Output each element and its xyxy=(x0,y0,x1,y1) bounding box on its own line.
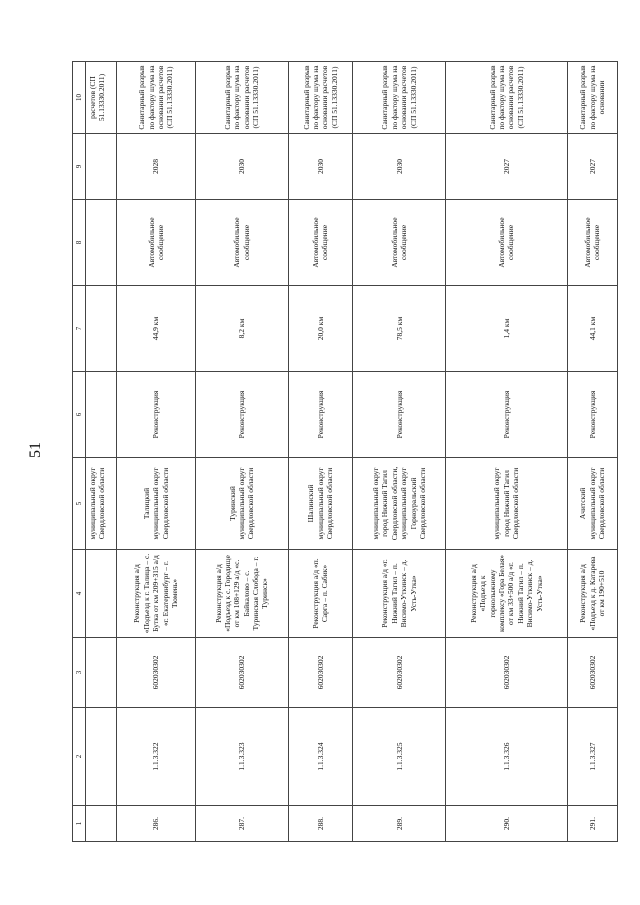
column-number: 4 xyxy=(73,550,86,638)
row-number-cell: 286. xyxy=(117,806,196,842)
table-row xyxy=(353,62,446,842)
row-number-cell: 288. xyxy=(288,806,353,842)
zone-cell: расчетов (СП 51.13330.2011) xyxy=(86,62,117,134)
column-number-row xyxy=(73,62,86,842)
object-cell: Реконструкция а/д «Подъезд к г. Талица – с. Бутка от км 209+315 а/д «г. Екатеринбург – г. Тюмень» xyxy=(117,550,196,638)
oktmo-cell: 602030302 xyxy=(117,638,196,708)
zone-cell: Санитарный разрыв по фактору шума на основании расчетов (СП 51.13330.2011) xyxy=(353,62,446,134)
type-cell: Реконструкция xyxy=(288,372,353,458)
code-cell: 1.1.3.326 xyxy=(446,708,567,806)
row-number-cell: 287. xyxy=(195,806,288,842)
code-cell: 1.1.3.327 xyxy=(567,708,617,806)
object-cell: Реконструкция а/д «г. Нижний Тагил – п. Висимо-Уткинск – д. Усть-Утка» xyxy=(353,550,446,638)
table-row xyxy=(288,62,353,842)
row-number-cell: 289. xyxy=(353,806,446,842)
year-cell: 2028 xyxy=(117,134,196,200)
length-cell: 78,5 км xyxy=(353,286,446,372)
municipality-cell: муниципальный округ город Нижний Тагил Свердловской области xyxy=(446,458,567,550)
municipality-cell: Шалинский муниципальный округ Свердловской области xyxy=(288,458,353,550)
oktmo-cell: 602030302 xyxy=(195,638,288,708)
oktmo-cell: 602030302 xyxy=(288,638,353,708)
municipality-cell: муниципальный округ Свердловской области xyxy=(86,458,117,550)
length-cell: 1,4 км xyxy=(446,286,567,372)
length-cell: 8,2 км xyxy=(195,286,288,372)
type-cell: Реконструкция xyxy=(195,372,288,458)
code-cell: 1.1.3.324 xyxy=(288,708,353,806)
purpose-cell: Автомобильное сообщение xyxy=(567,200,617,286)
length-cell: 44,9 км xyxy=(117,286,196,372)
zone-cell: Санитарный разрыв по фактору шума на основании расчетов (СП 51.13330.2011) xyxy=(288,62,353,134)
column-number: 1 xyxy=(73,806,86,842)
table-row xyxy=(567,62,617,842)
oktmo-cell: 602030302 xyxy=(567,638,617,708)
table-row xyxy=(117,62,196,842)
year-cell: 2027 xyxy=(567,134,617,200)
code-cell: 1.1.3.325 xyxy=(353,708,446,806)
column-number: 8 xyxy=(73,200,86,286)
year-cell: 2027 xyxy=(446,134,567,200)
row-number-cell: 290. xyxy=(446,806,567,842)
oktmo-cell: 602030302 xyxy=(446,638,567,708)
zone-cell: Санитарный разрыв по фактору шума на основании расчетов (СП 51.13330.2011) xyxy=(195,62,288,134)
object-cell: Реконструкция а/д «Подъезд к с. Городище от км 108+129 а/д «с. Байкалово – с. Туринская Слобода – г. Туринск» xyxy=(195,550,288,638)
purpose-cell: Автомобильное сообщение xyxy=(117,200,196,286)
rotated-table-container xyxy=(72,62,618,842)
page-number: 51 xyxy=(27,442,44,458)
year-cell: 2030 xyxy=(288,134,353,200)
type-cell: Реконструкция xyxy=(117,372,196,458)
purpose-cell: Автомобильное сообщение xyxy=(446,200,567,286)
continuation-row xyxy=(86,62,117,842)
length-cell: 20,0 км xyxy=(288,286,353,372)
column-number: 10 xyxy=(73,62,86,134)
year-cell: 2030 xyxy=(195,134,288,200)
type-cell: Реконструкция xyxy=(353,372,446,458)
code-cell: 1.1.3.322 xyxy=(117,708,196,806)
row-number-cell: 291. xyxy=(567,806,617,842)
table-row xyxy=(446,62,567,842)
municipality-cell: муниципальный округ город Нижний Тагил Свердловской области, муниципальный округ Горноуральский Свердловской области xyxy=(353,458,446,550)
register-table xyxy=(72,61,618,842)
municipality-cell: Талицкий муниципальный округ Свердловской области xyxy=(117,458,196,550)
municipality-cell: Туринский муниципальный округ Свердловской области xyxy=(195,458,288,550)
column-number: 7 xyxy=(73,286,86,372)
code-cell: 1.1.3.323 xyxy=(195,708,288,806)
column-number: 5 xyxy=(73,458,86,550)
zone-cell: Санитарный разрыв по фактору шума на основании расчетов (СП 51.13330.2011) xyxy=(446,62,567,134)
column-number: 9 xyxy=(73,134,86,200)
column-number: 2 xyxy=(73,708,86,806)
column-number: 3 xyxy=(73,638,86,708)
purpose-cell: Автомобильное сообщение xyxy=(288,200,353,286)
municipality-cell: Ачитский муниципальный округ Свердловской области xyxy=(567,458,617,550)
table-row xyxy=(195,62,288,842)
object-cell: Реконструкция а/д «Подъезд к д. Катарева от км 190+510 xyxy=(567,550,617,638)
type-cell: Реконструкция xyxy=(446,372,567,458)
zone-cell: Санитарный разрыв по фактору шума на основании xyxy=(567,62,617,134)
object-cell: Реконструкция а/д «п. Сарга – п. Сабик» xyxy=(288,550,353,638)
type-cell: Реконструкция xyxy=(567,372,617,458)
object-cell: Реконструкция а/д «Подъезд к горнолыжному комплексу «Гора Белая» от км 33+500 а/д «г. Нижний Тагил – п. Висимо-Уткинск – д. Усть-Утка» xyxy=(446,550,567,638)
column-number: 6 xyxy=(73,372,86,458)
purpose-cell: Автомобильное сообщение xyxy=(195,200,288,286)
oktmo-cell: 602030302 xyxy=(353,638,446,708)
length-cell: 44,1 км xyxy=(567,286,617,372)
purpose-cell: Автомобильное сообщение xyxy=(353,200,446,286)
year-cell: 2030 xyxy=(353,134,446,200)
zone-cell: Санитарный разрыв по фактору шума на основании расчетов (СП 51.13330.2011) xyxy=(117,62,196,134)
